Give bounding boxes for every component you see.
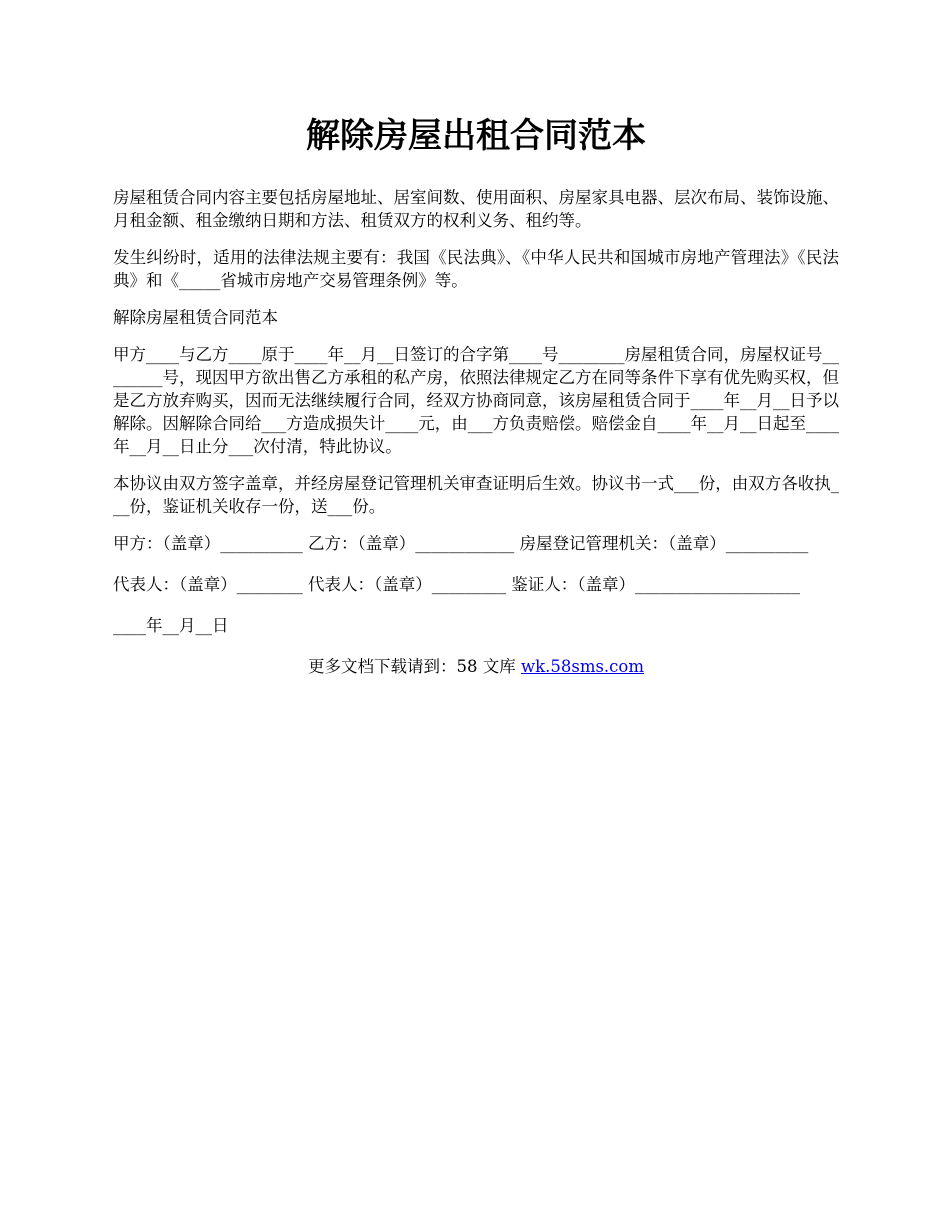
footer-text: 更多文档下载请到：58 文库 <box>307 657 521 676</box>
intro-paragraph: 房屋租赁合同内容主要包括房屋地址、居室间数、使用面积、房屋家具电器、层次布局、装饰设施、月租金额、租金缴纳日期和方法、租赁双方的权利义务、租约等。 <box>113 188 839 230</box>
signature-line-representatives: 代表人：（盖章）________ 代表人：（盖章）_________ 鉴证人：（盖章）____________________ <box>113 575 800 594</box>
footer-link[interactable]: wk.58sms.com <box>520 657 644 676</box>
signature-line-parties: 甲方：（盖章）__________ 乙方：（盖章）____________ 房屋登记管理机关：（盖章）__________ <box>113 534 809 553</box>
agreement-paragraph: 甲方____与乙方____原于____年__月__日签订的合字第____号________房屋租赁合同，房屋权证号________号，现因甲方欲出售乙方承租的私产房，依照法律规定乙方在同等条件下享有优先购买权，但是乙方放弃购买，因而无法继续履行合同，经双方协商同意，该房屋租赁合同于____年__月__日予以解除。因解除合同给___方造成损失计____元，由___方负责赔偿。赔偿金自____年__月__日起至____年__月__日止分___次付清，特此协议。 <box>113 345 839 456</box>
document-title: 解除房屋出租合同范本 <box>306 116 646 156</box>
section-heading: 解除房屋租赁合同范本 <box>113 308 278 327</box>
effect-paragraph: 本协议由双方签字盖章，并经房屋登记管理机关审查证明后生效。协议书一式___份，由双方各收执___份，鉴证机关收存一份，送___份。 <box>113 474 839 516</box>
law-paragraph: 发生纠纷时，适用的法律法规主要有：我国《民法典》、《中华人民共和国城市房地产管理法》《民法典》和《_____省城市房地产交易管理条例》等。 <box>113 248 839 290</box>
date-line: ____年__月__日 <box>113 616 229 635</box>
footer <box>113 655 839 678</box>
document-page <box>113 112 839 678</box>
